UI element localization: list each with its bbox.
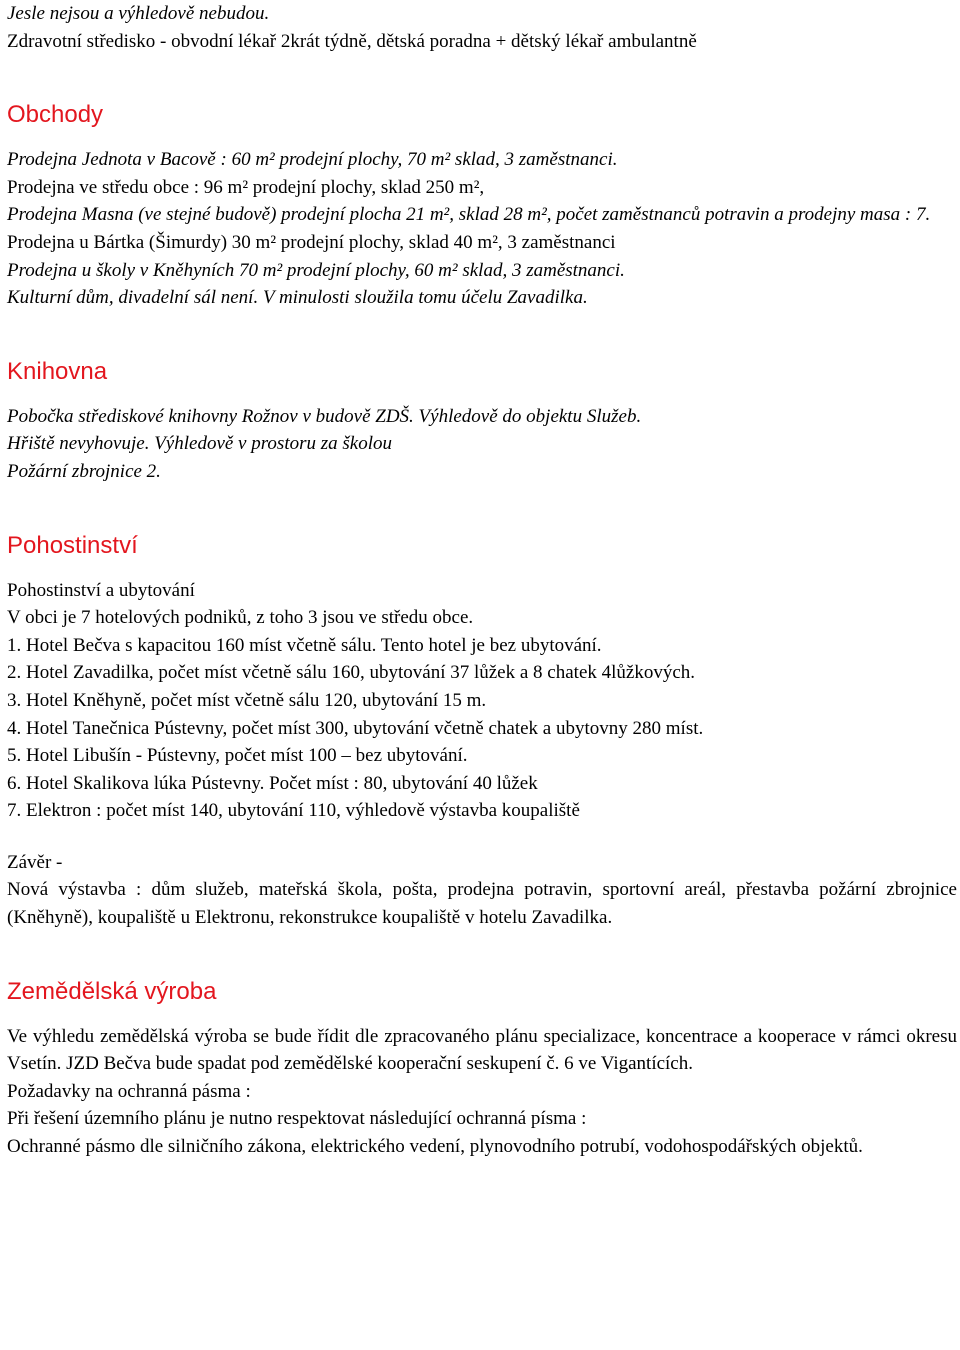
hotel-line-1: 1. Hotel Bečva s kapacitou 160 míst včetně sálu. Tento hotel je bez ubytování. bbox=[7, 634, 602, 656]
hotel-line-2: 2. Hotel Zavadilka, počet míst včetně sálu 160, ubytování 37 lůžek a 8 chatek 4lůžkových. bbox=[7, 662, 696, 684]
knihovna-line-2: Hřiště nevyhovuje. Výhledově v prostoru za školou bbox=[7, 433, 393, 455]
heading-obchody: Obchody bbox=[7, 101, 104, 129]
knihovna-line-1: Pobočka střediskové knihovny Rožnov v budově ZDŠ. Výhledově do objektu Služeb. bbox=[7, 405, 642, 427]
zaver-text: Nová výstavba : dům služeb, mateřská škola, pošta, prodejna potravin, sportovní areál, přestavba požární zbrojnice (Kněhyně), koupaliště u Elektronu, rekonstrukce koupaliště v hotelu Zavadilka. bbox=[7, 879, 957, 929]
hotel-line-6: 6. Hotel Skalikova lúka Pústevny. Počet míst : 80, ubytování 40 lůžek bbox=[7, 772, 538, 794]
zemedelska-paragraph: Ve výhledu zemědělská výroba se bude řídit dle zpracovaného plánu specializace, koncentrace a kooperace v rámci okresu Vsetín. JZD Bečva bude spadat pod zemědělské kooperační seskupení č. 6 ve Vigantících. bbox=[7, 1025, 957, 1075]
hotel-line-4: 4. Hotel Tanečnica Pústevny, počet míst 300, ubytování včetně chatek a ubytovny 280 míst. bbox=[7, 717, 704, 739]
obchody-line-2: Prodejna ve středu obce : 96 m² prodejní plochy, sklad 250 m², bbox=[7, 176, 485, 198]
zemedelska-last-paragraph: Ochranné pásmo dle silničního zákona, elektrického vedení, plynovodního potrubí, vodohospodářských objektů. bbox=[7, 1136, 863, 1158]
obchody-line-1: Prodejna Jednota v Bacově : 60 m² prodejní plochy, 70 m² sklad, 3 zaměstnanci. bbox=[7, 149, 618, 171]
document-page bbox=[7, 0, 957, 1161]
hotel-line-3: 3. Hotel Kněhyně, počet míst včetně sálu 120, ubytování 15 m. bbox=[7, 689, 487, 711]
heading-pohostinstvi: Pohostinství bbox=[7, 531, 138, 559]
obchody-line-4: Prodejna u Bártka (Šimurdy) 30 m² prodejní plochy, sklad 40 m², 3 zaměstnanci bbox=[7, 231, 616, 253]
intro-line-2: Zdravotní středisko - obvodní lékař 2krát týdně, dětská poradna + dětský lékař ambulantně bbox=[7, 30, 697, 52]
heading-zemedelska-vyroba: Zemědělská výroba bbox=[7, 977, 217, 1005]
heading-knihovna: Knihovna bbox=[7, 357, 108, 385]
obchody-line-3: Prodejna Masna (ve stejné budově) prodejní plocha 21 m², sklad 28 m², počet zaměstnanců potravin a prodejny masa : 7. bbox=[7, 204, 931, 226]
intro-line-1: Jesle nejsou a výhledově nebudou. bbox=[7, 3, 270, 24]
pohostinstvi-line-2: V obci je 7 hotelových podniků, z toho 3 jsou ve středu obce. bbox=[7, 607, 474, 629]
zemedelska-line-2: Při řešení územního plánu je nutno respektovat následující ochranná písma : bbox=[7, 1108, 587, 1130]
zemedelska-line-1: Požadavky na ochranná pásma : bbox=[7, 1080, 251, 1102]
obchody-line-6: Kulturní dům, divadelní sál není. V minulosti sloužila tomu účelu Zavadilka. bbox=[7, 287, 588, 309]
knihovna-line-3: Požární zbrojnice 2. bbox=[7, 460, 161, 482]
hotel-line-7: 7. Elektron : počet míst 140, ubytování 110, výhledově výstavba koupaliště bbox=[7, 800, 580, 822]
obchody-line-5: Prodejna u školy v Kněhyních 70 m² prodejní plochy, 60 m² sklad, 3 zaměstnanci. bbox=[7, 259, 625, 281]
pohostinstvi-line-1: Pohostinství a ubytování bbox=[7, 579, 195, 601]
zaver-label: Závěr - bbox=[7, 851, 63, 873]
hotel-line-5: 5. Hotel Libušín - Pústevny, počet míst 100 – bez ubytování. bbox=[7, 745, 468, 767]
